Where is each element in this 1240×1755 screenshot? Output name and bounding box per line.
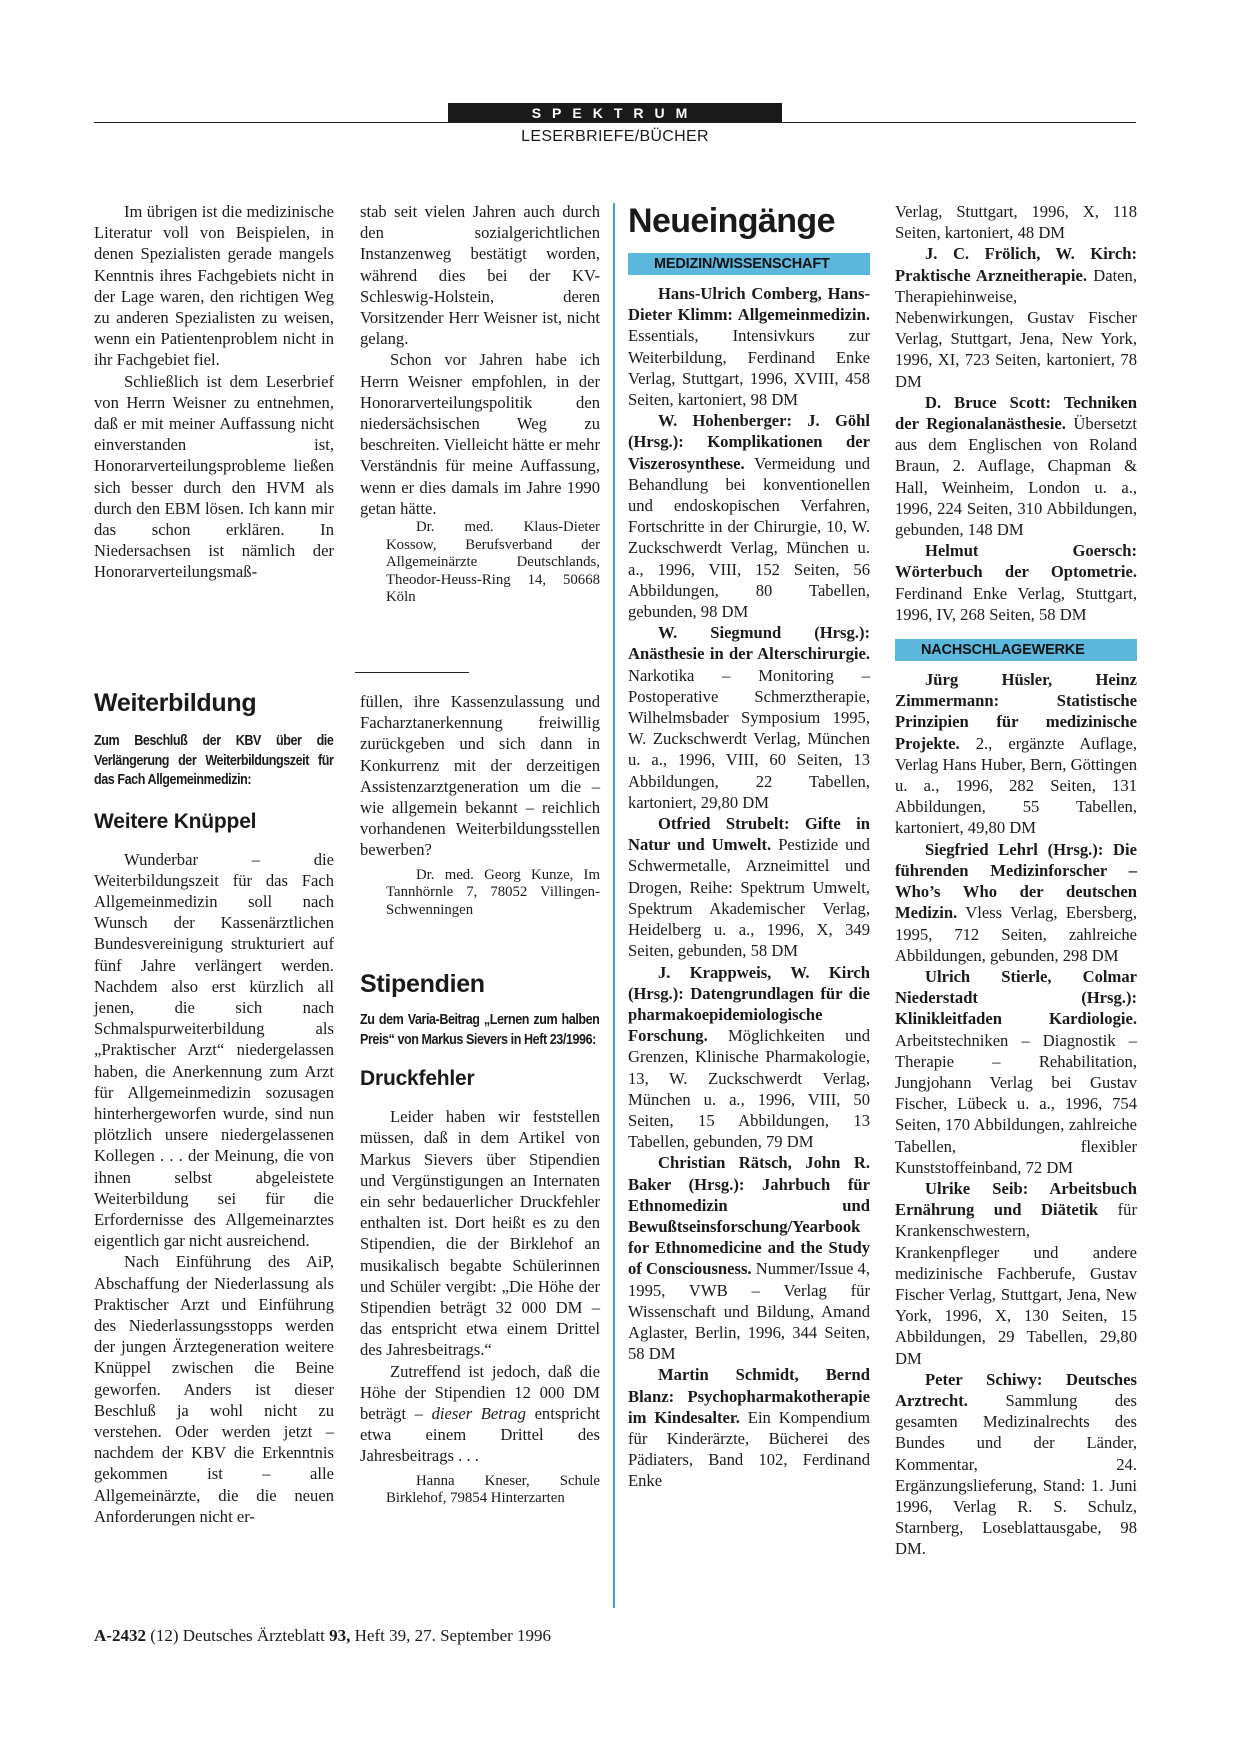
book-entry <box>628 1152 870 1364</box>
book-title: Jürg Hüsler, Heinz Zimmermann: Statistische Prinzipien für medizinische Projekte. <box>895 670 1137 753</box>
section-heading: Stipendien <box>360 970 485 999</box>
book-details: Nummer/Issue 4, 1995, VWB – Verlag für Wissenschaft und Bildung, Amand Aglaster, Berlin, 1996, 344 Seiten, 58 DM <box>628 1259 871 1364</box>
book-details: 2., ergänzte Auflage, Verlag Hans Huber, Bern, Göttingen u. a., 1996, 282 Seiten, 131 Abbildungen, 55 Tabellen, kartoniert, 49,80 DM <box>895 733 1137 838</box>
book-list <box>895 243 1137 625</box>
book-title: Peter Schiwy: Deutsches Arztrecht. <box>895 1369 1137 1410</box>
letter-title: Weitere Knüppel <box>94 809 257 833</box>
section-separator <box>355 672 469 673</box>
paragraph: Im übrigen ist die medizinische Literatur voll von Beispielen, in denen Spezialisten gerade mangels Kenntnis ihres Fachgebiets nicht in der Lage waren, den richtigen Weg zu anderen Spezialisten zu weisen, wenn ein Patientenproblem nicht in ihr Fachgebiet fiel. <box>94 202 334 370</box>
book-title: Christian Rätsch, John R. Baker (Hrsg.): Jahrbuch für Ethnomedizin und Bewußtseinsforschung/Yearbook for Ethnomedicine and the Study of Consciousness. <box>628 1153 870 1279</box>
book-details: Essentials, Intensivkurs zur Weiterbildung, Ferdinand Enke Verlag, Stuttgart, 1996, XVIII, 458 Seiten, kartoniert, 98 DM <box>628 326 870 410</box>
volume-number: 93, <box>329 1626 351 1645</box>
book-details: Möglichkeiten und Grenzen, Klinische Pharmakologie, 13, W. Zuckschwerdt Verlag, München u. a., 1996, VIII, 50 Seiten, 15 Abbildungen, 13 Tabellen, gebunden, 79 DM <box>628 1026 870 1152</box>
footer-issue: Heft 39, 27. September 1996 <box>350 1626 552 1645</box>
book-entry <box>895 669 1137 839</box>
letter-signature: Dr. med. Klaus-Dieter Kossow, Berufsverband der Allgemeinärzte Deutschlands, Theodor-Heuss-Ring 14, 50668 Köln <box>386 519 600 606</box>
book-title: Otfried Strubelt: Gifte in Natur und Umwelt. <box>628 814 870 855</box>
header-rule <box>94 122 1136 123</box>
book-entry <box>628 622 870 813</box>
letter-title: Druckfehler <box>360 1067 475 1091</box>
book-title: Siegfried Lehrl (Hrsg.): Die führenden Medizinforscher – Who’s Who der deutschen Medizin. <box>895 839 1137 923</box>
book-title: Ulrike Seib: Arbeitsbuch Ernährung und Diätetik <box>895 1178 1137 1220</box>
paragraph: Schon vor Jahren habe ich Herrn Weisner empfohlen, in der Honorarverteilungspolitik den niedersächsischen Weg zu beschreiten. Vielleicht hätte er mehr Verständnis für meine Auffassung, wenn er dies damals im Jahre 1990 getan hätte. <box>360 350 600 518</box>
book-title: J. C. Frölich, W. Kirch: Praktische Arzneitherapie. <box>895 244 1137 285</box>
book-details: Vless Verlag, Ebersberg, 1995, 712 Seiten, zahlreiche Abbildungen, gebunden, 298 DM <box>895 903 1137 965</box>
book-details: Sammlung des gesamten Medizinalrechts des Bundes und der Länder, Kommentar, 24. Ergänzungslieferung, Stand: 1. Juni 1996, Verlag R. S. Schulz, Starnberg, Loseblattausgabe, 98 DM. <box>895 1390 1137 1559</box>
book-entry <box>895 540 1137 625</box>
book-details: Übersetzt aus dem Englischen von Roland Braun, 2. Auflage, Chapman & Hall, Weinheim, London u. a., 1996, 224 Seiten, 310 Abbildungen, gebunden, 148 DM <box>895 414 1137 540</box>
letter-signature: Dr. med. Georg Kunze, Im Tannhörnle 7, 78052 Villingen-Schwenningen <box>386 866 600 918</box>
page-number: A-2432 <box>94 1626 146 1645</box>
book-title: W. Siegmund (Hrsg.): Anästhesie in der Alterschirurgie. <box>628 623 870 664</box>
section-banner: SPEKTRUM <box>448 103 782 123</box>
book-entry <box>628 813 870 961</box>
section-kicker: Zu dem Varia-Beitrag „Lernen zum halben Preis“ von Markus Sievers in Heft 23/1996: <box>360 1012 600 1048</box>
book-list <box>895 669 1137 1560</box>
book-details: Arbeitstechniken – Diagnostik – Therapie – Rehabilitation, Jungjohann Verlag bei Gustav Fischer, Lübeck u. a., 1996, 754 Seiten, 170 Abbildungen, zahlreiche Tabellen, flexibler Kunststoffeinband, 72 DM <box>895 1030 1137 1177</box>
book-entry <box>895 1178 1137 1369</box>
book-details: für Krankenschwestern, Krankenpfleger und andere medizinische Fachberufe, Gustav Fischer Verlag, Stuttgart, Jena, New York, 1996, X, 130 Seiten, 15 Abbildungen, 29 Tabellen, 29,80 DM <box>895 1200 1138 1368</box>
book-entry <box>895 839 1137 966</box>
book-details: Ferdinand Enke Verlag, Stuttgart, 1996, IV, 268 Seiten, 58 DM <box>895 583 1137 624</box>
column-divider <box>613 203 615 1608</box>
book-details: Narkotika – Monitoring – Postoperative Schmerztherapie, Wilhelmsbader Symposium 1995, W. Zuckschwerdt Verlag, München u. a., 1996, VIII, 60 Seiten, 13 Abbildungen, 22 Tabellen, kartoniert, 29,80 DM <box>628 665 870 812</box>
neueingaenge-column-3 <box>628 201 870 1492</box>
weiterbildung-column <box>94 688 334 1527</box>
page-footer <box>94 1626 551 1646</box>
paragraph: Leider haben wir feststellen müssen, daß in dem Artikel von Markus Sievers über Stipendien und Vergünstigungen an Internaten ein sehr bedauerlicher Druckfehler enthalten ist. Dort heißt es zu den Stipendien, die der Birklehof an musikalisch begabte Schülerinnen und Schüler vergibt: „Die Höhe der Stipendien beträgt 32 000 DM – das entspricht etwa einem Drittel des Jahresbeitrags.“ <box>360 1107 600 1360</box>
text-run: entspricht etwa einem Drittel des Jahresbeitrags . . . <box>360 1403 601 1466</box>
book-entry <box>628 1364 870 1491</box>
text-run: Zutreffend ist jedoch, daß die Höhe der Stipendien 12 000 DM beträgt – <box>360 1361 600 1423</box>
book-entry-continuation: Verlag, Stuttgart, 1996, X, 118 Seiten, kartoniert, 48 DM <box>895 202 1137 243</box>
book-entry <box>895 243 1137 391</box>
paragraph: Schließlich ist dem Leserbrief von Herrn Weisner zu entnehmen, daß er mit meiner Auffassung nicht einverstanden ist, Honorarverteilungsprobleme ließen sich besser durch den HVM als durch den EBM lösen. Ich kann mir das schon erklären. In Niedersachsen ist nämlich der Honorarverteilungsmaß- <box>94 371 334 582</box>
paragraph <box>360 1361 600 1467</box>
book-entry <box>895 392 1137 540</box>
book-title: D. Bruce Scott: Techniken der Regionalanästhesie. <box>895 392 1137 434</box>
book-title: W. Hohenberger: J. Göhl (Hrsg.): Komplikationen der Viszerosynthese. <box>628 411 870 473</box>
letter-column-1 <box>94 201 334 583</box>
book-title: J. Krappweis, W. Kirch (Hrsg.): Datengrundlagen für die pharmakoepidemiologische Forschung. <box>628 962 870 1046</box>
book-title: Hans-Ulrich Comberg, Hans-Dieter Klimm: Allgemeinmedizin. <box>628 284 870 325</box>
book-entry <box>895 966 1137 1178</box>
book-title: Helmut Goersch: Wörterbuch der Optometrie. <box>895 541 1137 582</box>
column-2-lower <box>360 691 600 1508</box>
paragraph: Nach Einführung des AiP, Abschaffung der Niederlassung als Praktischer Arzt und Einführung des Niederlassungsstopps werden der jungen Ärztegeneration weitere Knüppel zwischen die Beine geworfen. Anders ist dieser Beschluß ja wohl nicht zu verstehen. Oder werden jetzt – nachdem der KBV die Erkenntnis gekommen ist – alle Allgemeinärzte, die die neuen Anforderungen nicht er- <box>94 1252 334 1526</box>
book-entry <box>628 410 870 622</box>
book-entry <box>895 1369 1137 1560</box>
paragraph: füllen, ihre Kassenzulassung und Facharztanerkennung freiwillig zurückgeben und sich dann in Konkurrenz mit der derzeitigen Assistenzarztgeneration um die – wie allgemein bekannt – reichlich vorhandenen Weiterbildungsstellen bewerben? <box>360 692 600 860</box>
book-entry <box>628 283 870 410</box>
footer-text: (12) Deutsches Ärzteblatt <box>145 1626 330 1645</box>
book-details: Pestizide und Schwermetalle, Arzneimittel und Drogen, Reihe: Spektrum Umwelt, Spektrum Akademischer Verlag, Heidelberg u. a., 1996, X, 349 Seiten, gebunden, 58 DM <box>628 835 870 961</box>
book-details: Vermeidung und Behandlung bei konventionellen und endoskopischen Verfahren, Fortschritte in der Chirurgie, 10, W. Zuckschwerdt Verlag, München u. a., 1996, VIII, 152 Seiten, 56 Abbildungen, 80 Tabellen, gebunden, 98 DM <box>628 453 870 622</box>
section-kicker: Zum Beschluß der KBV über die Verlängerung der Weiterbildungszeit für das Fach Allgemeinmedizin: <box>94 733 334 788</box>
category-badge: NACHSCHLAGEWERKE <box>895 639 1137 661</box>
section-subtitle: LESERBRIEFE/BÜCHER <box>521 128 709 145</box>
book-entry <box>628 962 870 1153</box>
neueingaenge-column-4 <box>895 201 1137 1560</box>
book-details: Ein Kompendium für Kinderärzte, Bücherei des Pädiaters, Band 102, Ferdinand Enke <box>628 1407 870 1491</box>
book-details: Daten, Therapiehinweise, Nebenwirkungen, Gustav Fischer Verlag, Stuttgart, Jena, New York, 1996, XI, 723 Seiten, kartoniert, 78 DM <box>895 265 1137 391</box>
section-heading: Weiterbildung <box>94 689 257 717</box>
paragraph: stab seit vielen Jahren auch durch den sozialgerichtlichen Instanzenweg bestätigt worden, während dies bei der KV-Schleswig-Holstein, deren Vorsitzender Herr Weisner ist, nicht gelang. <box>360 202 600 349</box>
paragraph: Wunderbar – die Weiterbildungszeit für das Fach Allgemeinmedizin soll nach Wunsch der Kassenärztlichen Bundesvereinigung strukturiert auf fünf Jahre verlängert werden. Nachdem also erst kürzlich all jenen, die sich nach Schmalspurweiterbildung als „Praktischer Arzt“ niedergelassen haben, die Anerkennung zum Arzt für Allgemeinmedizin sozusagen hinterhergeworfen wurde, sind nun plötzlich unsere niedergelassenen Kollegen . . . der Meinung, die von ihnen selbst abgeleistete Weiterbildung sei für die Erfordernisse des Allgemeinarztes eigentlich gar nicht ausreichend. <box>94 849 334 1251</box>
book-list <box>628 283 870 1492</box>
book-title: Martin Schmidt, Bernd Blanz: Psychopharmakotherapie im Kindesalter. <box>628 1365 870 1427</box>
book-title: Ulrich Stierle, Colmar Niederstadt (Hrsg.): Klinikleitfaden Kardiologie. <box>895 966 1137 1029</box>
letter-signature: Hanna Kneser, Schule Birklehof, 79854 Hinterzarten <box>386 1472 600 1507</box>
category-badge: MEDIZIN/WISSENSCHAFT <box>628 253 870 275</box>
emphasis: dieser Betrag <box>431 1403 526 1423</box>
letter-column-2 <box>360 201 600 607</box>
section-heading: Neueingänge <box>628 202 835 240</box>
